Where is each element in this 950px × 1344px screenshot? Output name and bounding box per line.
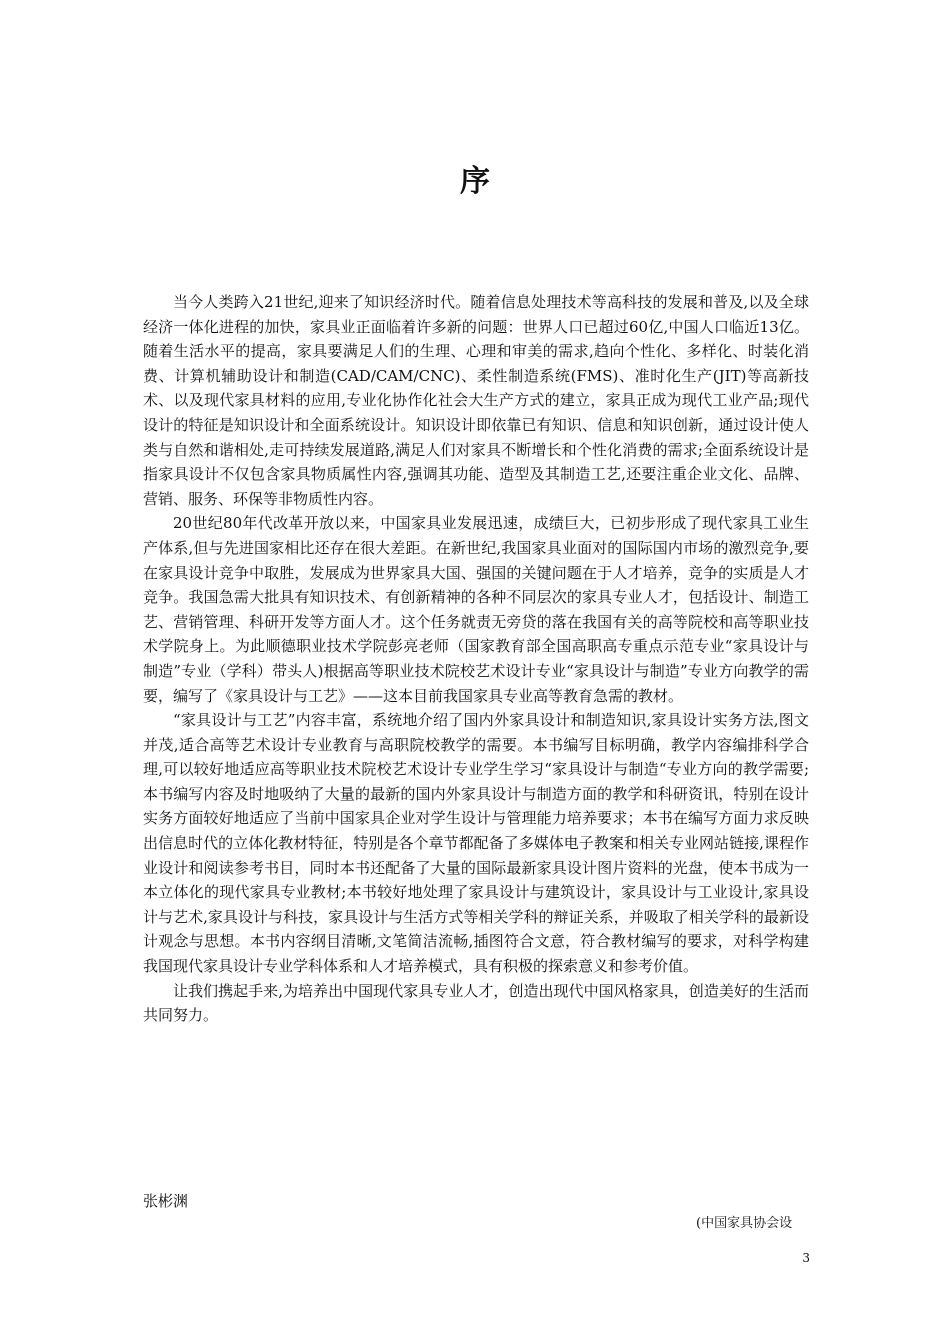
page-number: 3 [802,1251,810,1265]
paragraph-1: 当今人类跨入21世纪,迎来了知识经济时代。随着信息处理技术等高科技的发展和普及,以及全球经济一体化进程的加快，家具业正面临着许多新的问题：世界人口已超过60亿,中国人口临近13亿。随着生活水平的提高，家具要满足人们的生理、心理和审美的需求,趋向个性化、多样化、时装化消费、计算机辅助设计和制造(CAD/CAM/CNC)、柔性制造系统(FMS)、准时化生产(JIT)等高新技术、以及现代家具材料的应用,专业化协作化社会大生产方式的建立，家具正成为现代工业产品;现代设计的特征是知识设计和全面系统设计。知识设计即依靠已有知识、信息和知识创新，通过设计使人类与自然和谐相处,走可持续发展道路,满足人们对家具不断增长和个性化消费的需求;全面系统设计是指家具设计不仅包含家具物质属性内容,强调其功能、造型及其制造工艺,还要注重企业文化、品牌、营销、服务、环保等非物质性内容。 [143,293,809,508]
paragraph-2: 20世纪80年代改革开放以来，中国家具业发展迅速，成绩巨大，已初步形成了现代家具工业生产体系,但与先进国家相比还存在很大差距。在新世纪,我国家具业面对的国际国内市场的激烈竞争,要在家具设计竞争中取胜，发展成为世界家具大国、强国的关键问题在于人才培养，竞争的实质是人才竞争。我国急需大批具有知识技术、有创新精神的各种不同层次的家具专业人才，包括设计、制造工艺、营销管理、科研开发等方面人才。这个任务就责无旁贷的落在我国有关的高等院校和高等职业技术学院身上。为此顺德职业技术学院彭亮老师（国家教育部全国高职高专重点示范专业“家具设计与制造”专业（学科）带头人)根据高等职业技术院校艺术设计专业“家具设计与制造”专业方向教学的需要，编写了《家具设计与工艺》——这本目前我国家具专业高等教育急需的教材。 [143,514,809,705]
paragraph-4: 让我们携起手来,为培养出中国现代家具专业人才，创造出现代中国风格家具，创造美好的生活而共同努力。 [143,981,809,1025]
page-title: 序 [460,164,490,199]
preface-body [143,290,809,1028]
paragraph-3: “家具设计与工艺”内容丰富，系统地介绍了国内外家具设计和制造知识,家具设计实务方法,图文并茂,适合高等艺术设计专业教育与高职院校教学的需要。本书编写目标明确，教学内容编排科学合理,可以较好地适应高等职业技术院校艺术设计专业学生学习“家具设计与制造“专业方向的教学需要;本书编写内容及时地吸纳了大量的最新的国内外家具设计与制造方面的教学和科研资讯，特别在设计实务方面较好地适应了当前中国家具企业对学生设计与管理能力培养要求；本书在编写方面力求反映出信息时代的立体化教材特征，特别是各个章节都配备了多媒体电子教案和相关专业网站链接,课程作业设计和阅读参考书目，同时本书还配备了大量的国际最新家具设计图片资料的光盘，使本书成为一本立体化的现代家具专业教材;本书较好地处理了家具设计与建筑设计，家具设计与工业设计,家具设计与艺术,家具设计与科技，家具设计与生活方式等相关学科的辩证关系，并吸取了相关学科的最新设计观念与思想。本书内容纲目清晰,文笔简洁流畅,插图符合文意，符合教材编写的要求，对科学构建我国现代家具设计专业学科体系和人才培养模式，具有积极的探索意义和参考价值。 [143,711,809,976]
author-affiliation: (中国家具协会设 [696,1216,793,1231]
author-signature: 张彬渊 [143,1192,189,1210]
